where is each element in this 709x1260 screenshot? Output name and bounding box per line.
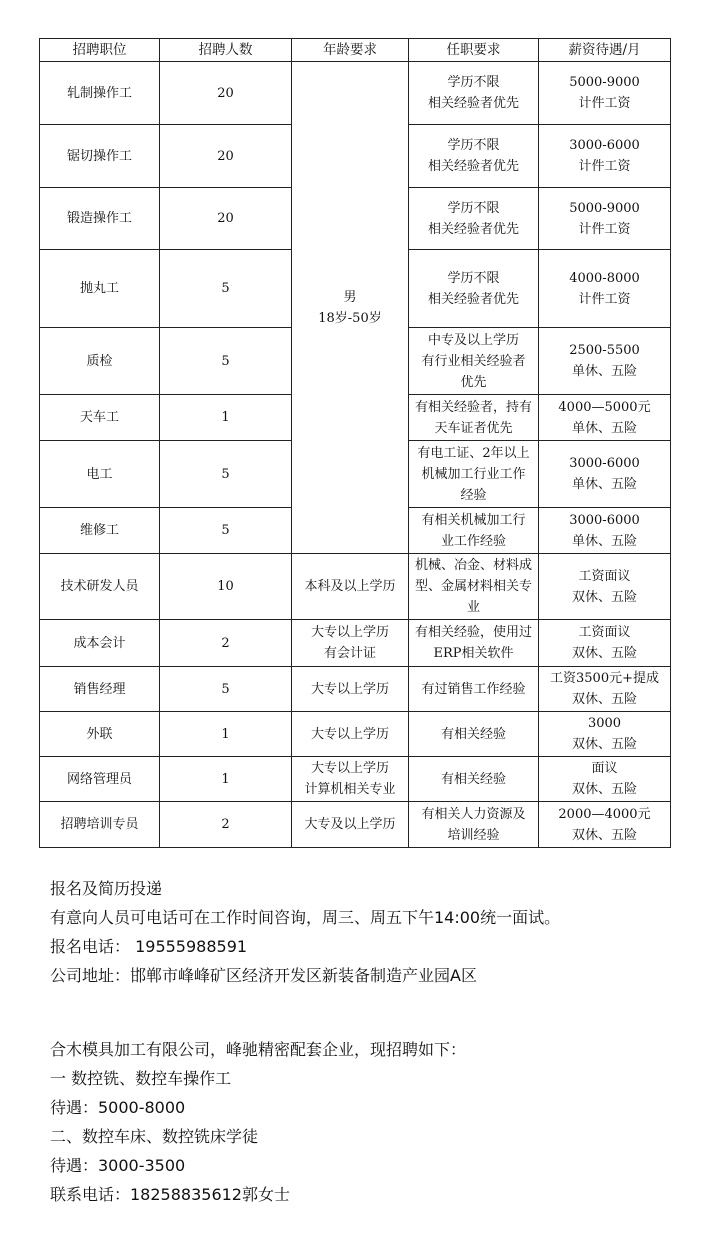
position-cell: 电工 (40, 441, 160, 508)
count-cell: 5 (160, 441, 292, 508)
partner-job-1: 一 数控铣、数控车操作工 (50, 1069, 232, 1088)
table-row (40, 802, 671, 848)
position-cell: 抛丸工 (40, 250, 160, 328)
position-cell: 网络管理员 (40, 757, 160, 802)
partner-pay-2: 待遇：3000-3500 (50, 1156, 186, 1175)
position-cell: 成本会计 (40, 620, 160, 667)
header-count: 招聘人数 (160, 39, 292, 62)
partner-pay-1: 待遇：5000-8000 (50, 1098, 186, 1117)
age-cell: 大专以上学历 有会计证 (292, 620, 409, 667)
salary-cell: 4000—5000元 单休、五险 (539, 395, 671, 441)
age-cell: 大专以上学历 计算机相关专业 (292, 757, 409, 802)
salary-cell: 2000—4000元 双休、五险 (539, 802, 671, 848)
salary-cell: 面议 双休、五险 (539, 757, 671, 802)
count-cell: 20 (160, 62, 292, 125)
salary-cell: 3000 双休、五险 (539, 712, 671, 757)
age-cell: 本科及以上学历 (292, 554, 409, 620)
header-age: 年龄要求 (292, 39, 409, 62)
count-cell: 10 (160, 554, 292, 620)
table-header-row (40, 39, 671, 62)
salary-cell: 4000-8000 计件工资 (539, 250, 671, 328)
requirement-cell: 机械、冶金、材料成 型、金属材料相关专 业 (409, 554, 539, 620)
salary-cell: 5000-9000 计件工资 (539, 62, 671, 125)
count-cell: 5 (160, 328, 292, 395)
count-cell: 2 (160, 620, 292, 667)
recruitment-table (39, 38, 671, 848)
requirement-cell: 有相关机械加工行 业工作经验 (409, 508, 539, 554)
salary-cell: 2500-5500 单休、五险 (539, 328, 671, 395)
salary-cell: 工资面议 双休、五险 (539, 554, 671, 620)
table-row (40, 757, 671, 802)
header-salary: 薪资待遇/月 (539, 39, 671, 62)
position-cell: 外联 (40, 712, 160, 757)
requirement-cell: 有过销售工作经验 (409, 667, 539, 712)
count-cell: 20 (160, 125, 292, 188)
partner-contact: 联系电话：18258835612郭女士 (50, 1185, 290, 1204)
count-cell: 2 (160, 802, 292, 848)
position-cell: 轧制操作工 (40, 62, 160, 125)
salary-cell: 工资面议 双休、五险 (539, 620, 671, 667)
requirement-cell: 有相关经验，使用过 ERP相关软件 (409, 620, 539, 667)
table-row (40, 62, 671, 125)
interview-note: 有意向人员可电话可在工作时间咨询，周三、周五下午14:00统一面试。 (50, 908, 561, 927)
partner-intro: 合木模具加工有限公司，峰驰精密配套企业，现招聘如下： (50, 1040, 467, 1059)
count-cell: 1 (160, 395, 292, 441)
partner-job-2: 二、数控车床、数控铣床学徒 (50, 1127, 259, 1146)
partner-recruitment (50, 1035, 466, 1209)
requirement-cell: 学历不限 相关经验者优先 (409, 125, 539, 188)
requirement-cell: 有相关经验 (409, 712, 539, 757)
position-cell: 招聘培训专员 (40, 802, 160, 848)
position-cell: 质检 (40, 328, 160, 395)
count-cell: 5 (160, 508, 292, 554)
salary-cell: 工资3500元+提成 双休、五险 (539, 667, 671, 712)
header-position: 招聘职位 (40, 39, 160, 62)
requirement-cell: 有电工证、2年以上 机械加工行业工作 经验 (409, 441, 539, 508)
requirement-cell: 学历不限 相关经验者优先 (409, 188, 539, 250)
position-cell: 维修工 (40, 508, 160, 554)
salary-cell: 3000-6000 单休、五险 (539, 508, 671, 554)
position-cell: 锯切操作工 (40, 125, 160, 188)
requirement-cell: 学历不限 相关经验者优先 (409, 62, 539, 125)
company-address: 公司地址：邯郸市峰峰矿区经济开发区新装备制造产业园A区 (50, 966, 477, 985)
shared-age-cell: 男 18岁-50岁 (292, 62, 409, 554)
table-row (40, 712, 671, 757)
position-cell: 销售经理 (40, 667, 160, 712)
table-row (40, 554, 671, 620)
salary-cell: 3000-6000 计件工资 (539, 125, 671, 188)
count-cell: 20 (160, 188, 292, 250)
age-cell: 大专以上学历 (292, 712, 409, 757)
position-cell: 锻造操作工 (40, 188, 160, 250)
signup-phone: 报名电话： 19555988591 (50, 937, 248, 956)
table-row (40, 620, 671, 667)
table-row (40, 667, 671, 712)
requirement-cell: 学历不限 相关经验者优先 (409, 250, 539, 328)
count-cell: 1 (160, 712, 292, 757)
count-cell: 5 (160, 250, 292, 328)
requirement-cell: 有相关人力资源及 培训经验 (409, 802, 539, 848)
salary-cell: 5000-9000 计件工资 (539, 188, 671, 250)
header-requirement: 任职要求 (409, 39, 539, 62)
requirement-cell: 有相关经验者，持有 天车证者优先 (409, 395, 539, 441)
requirement-cell: 中专及以上学历 有行业相关经验者 优先 (409, 328, 539, 395)
requirement-cell: 有相关经验 (409, 757, 539, 802)
salary-cell: 3000-6000 单休、五险 (539, 441, 671, 508)
position-cell: 技术研发人员 (40, 554, 160, 620)
application-heading: 报名及简历投递 (50, 879, 163, 898)
count-cell: 1 (160, 757, 292, 802)
age-cell: 大专以上学历 (292, 667, 409, 712)
count-cell: 5 (160, 667, 292, 712)
application-info (50, 874, 560, 990)
age-cell: 大专及以上学历 (292, 802, 409, 848)
position-cell: 天车工 (40, 395, 160, 441)
